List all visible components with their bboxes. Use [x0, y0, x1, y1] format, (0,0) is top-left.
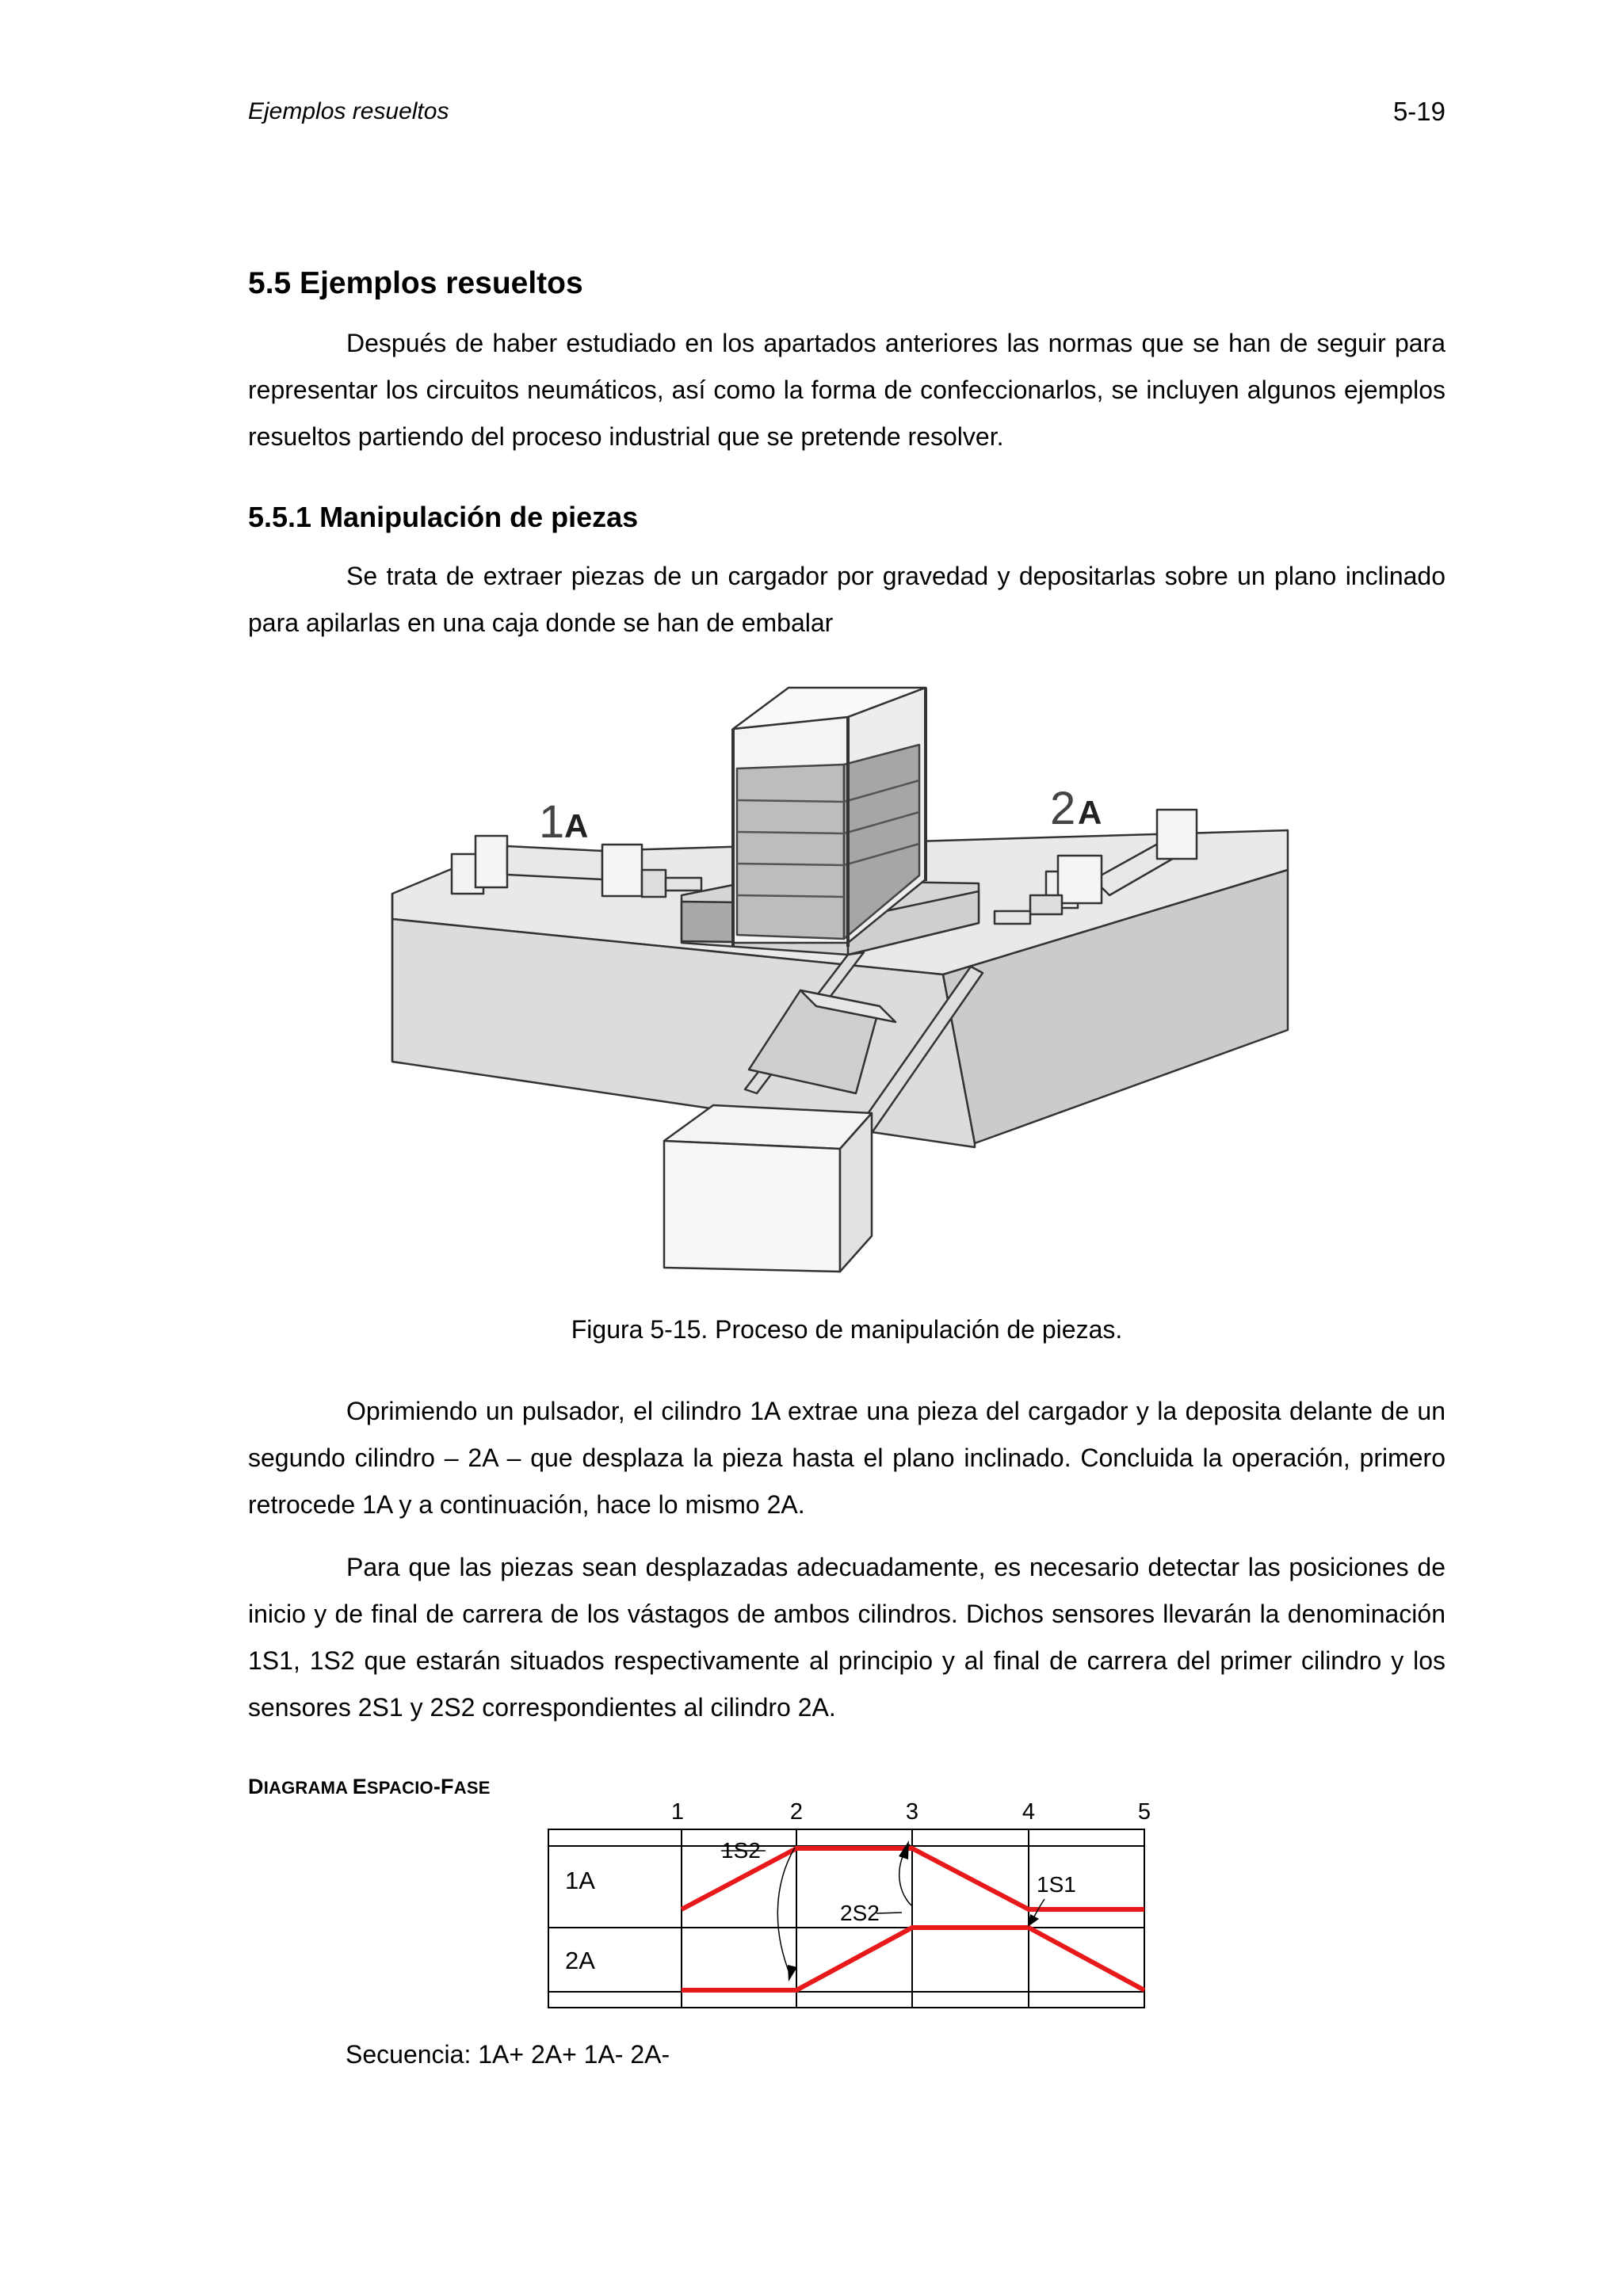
step-label-1: 1	[670, 1799, 685, 1825]
subsection-intro	[248, 553, 1445, 646]
signal-arrowheads	[788, 1840, 1039, 1981]
step-label-4: 4	[1022, 1799, 1036, 1825]
page-number: 5-19	[1392, 97, 1445, 126]
signal-label-1s1: 1S1	[1037, 1872, 1076, 1897]
row-label-2a: 2A	[565, 1947, 595, 1974]
diagram-title: DIAGRAMA ESPACIO-FASE	[248, 1775, 491, 1798]
figure-caption: Figura 5-15. Proceso de manipulación de piezas.	[571, 1315, 1123, 1344]
figure-illustration	[380, 681, 1300, 1283]
fig-label-1a-num: 1	[539, 796, 565, 848]
running-header: Ejemplos resueltos	[248, 98, 449, 124]
step-label-3: 3	[905, 1799, 919, 1825]
signal-label-1s2: 1S2	[721, 1838, 761, 1863]
body-paragraph-2	[248, 1544, 1445, 1731]
subsection-title: 5.5.1 Manipulación de piezas	[248, 501, 639, 533]
fig-label-2a-num: 2	[1050, 783, 1076, 834]
step-label-2: 2	[789, 1799, 804, 1825]
row-label-1a: 1A	[565, 1867, 595, 1894]
section-title: 5.5 Ejemplos resueltos	[248, 266, 583, 300]
step-label-5: 5	[1137, 1799, 1151, 1825]
fig-label-1a-letter: A	[564, 807, 589, 845]
signal-label-2s2: 2S2	[840, 1901, 880, 1925]
body-paragraph-1	[248, 1388, 1445, 1528]
fig-label-2a-letter: A	[1078, 794, 1102, 831]
sequence-text: Secuencia: 1A+ 2A+ 1A- 2A-	[346, 2040, 670, 2069]
body-paragraph-2-text: Para que las piezas sean desplazadas adecuadamente, es necesario detectar las posiciones de inicio y de final de carrera de los vástagos de ambos cilindros. Dichos sensores llevarán la denominación 1S1, 1S2 que estarán situados respectivamente al principio y al final de carrera del primer cilindro y los sensores 2S1 y 2S2 correspondientes al cilindro 2A.	[248, 1553, 1445, 1722]
section-intro	[248, 320, 1445, 460]
section-intro-text: Después de haber estudiado en los apartados anteriores las normas que se han de seguir para representar los circuitos neumáticos, así como la forma de confeccionarlos, se incluyen algunos ejemplos resueltos partiendo del proceso industrial que se pretende resolver.	[248, 329, 1445, 451]
space-phase-diagram	[539, 1787, 1157, 2032]
subsection-intro-text: Se trata de extraer piezas de un cargador por gravedad y depositarlas sobre un plano inclinado para apilarlas en una caja donde se han de embalar	[248, 562, 1445, 637]
body-paragraph-1-text: Oprimiendo un pulsador, el cilindro 1A extrae una pieza del cargador y la deposita delante de un segundo cilindro – 2A – que desplaza la pieza hasta el plano inclinado. Concluida la operación, primero retrocede 1A y a continuación, hace lo mismo 2A.	[248, 1397, 1445, 1519]
